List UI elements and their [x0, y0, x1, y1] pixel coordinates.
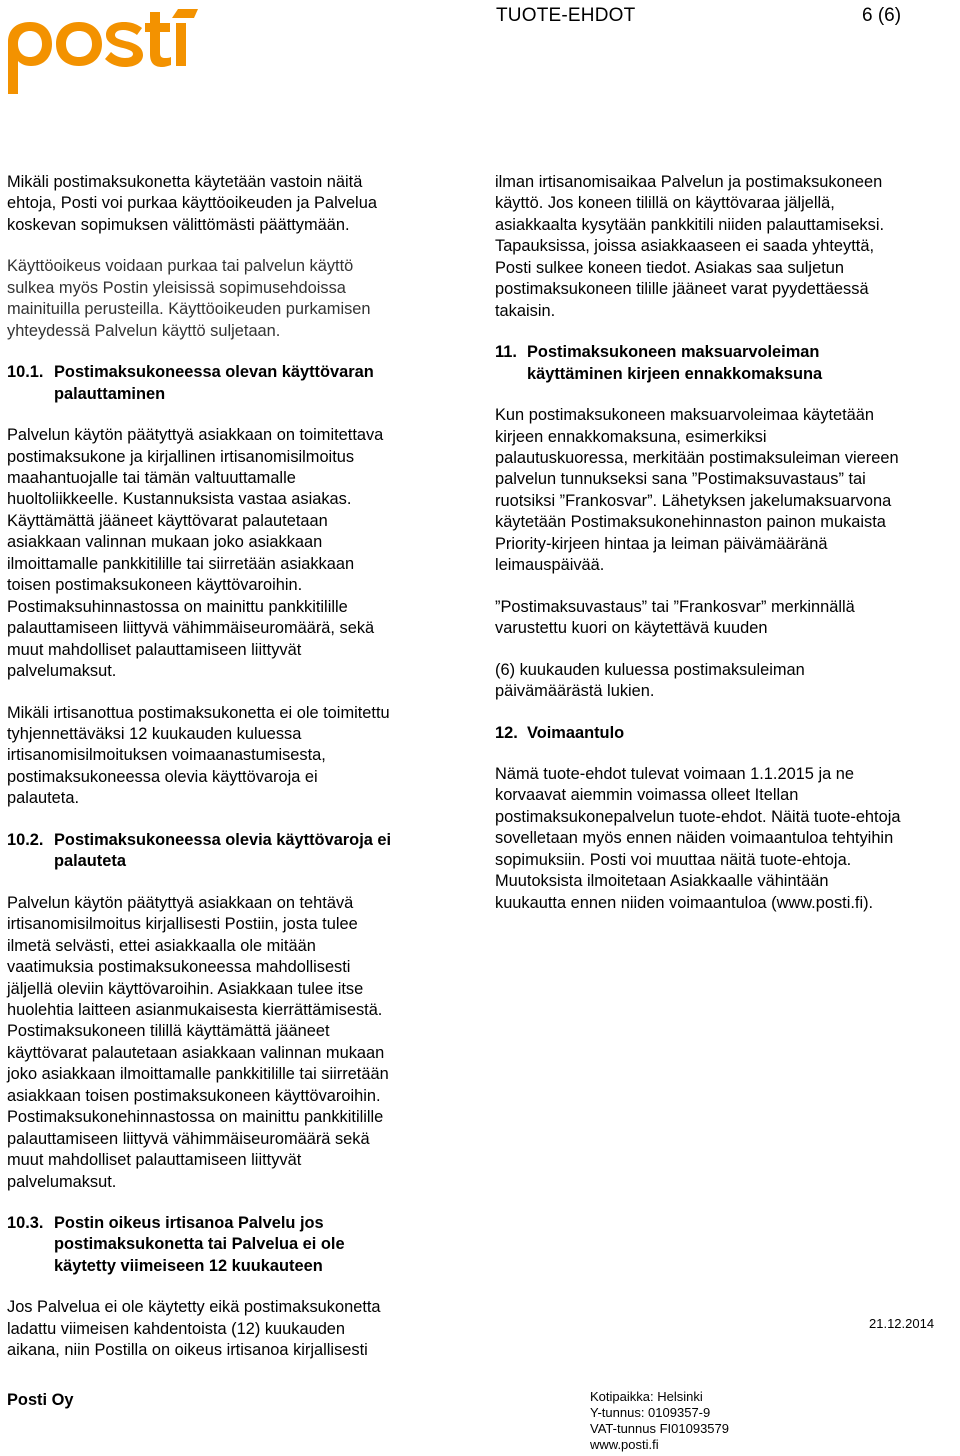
paragraph: Palvelun käytön päätyttyä asiakkaan on toimitettava postimaksukone ja kirjallinen irtisanomisilmoitus maahantuojalle tai tämän valtuuttamalle huoltoliikkeelle. Kustannuksista vastaa asiakas. Käyttämättä jääneet käyttövarat palautetaan asiakkaan valinnan mukaan joko asiakkaan ilmoittamalle pankkitilille tai siirretään asiakkaan toisen postimaksukoneen käyttövaroihin. Postimaksuhinnastossa on mainittu pankkitilille palauttamiseen liittyvä vähimmäiseuromäärä, sekä muut mahdolliset palauttamiseen liittyvät palvelumaksut. [7, 426, 384, 681]
document-title: TUOTE-EHDOT [496, 5, 636, 26]
section-title: Postin oikeus irtisanoa Palvelu jos postimaksukonetta tai Palvelua ei ole käytetty viimeiseen 12 kuukauteen [54, 1214, 345, 1275]
section-heading-12 [495, 723, 960, 744]
company-name: Posti Oy [7, 1391, 74, 1409]
left-column [7, 172, 457, 1382]
section-number: 10.1. [7, 363, 44, 382]
business-id: Y-tunnus: 0109357-9 [590, 1405, 711, 1420]
paragraph: Nämä tuote-ehdot tulevat voimaan 1.1.2015 ja ne korvaavat aiemmin voimassa olleet Itellan postimaksukonepalvelun tuote-ehdot. Näitä tuote-ehtoja sovelletaan myös ennen näiden voimaantuloa tehtyihin sopimuksiin. Posti voi muuttaa näitä tuote-ehtoja. Muutoksista ilmoitetaan Asiakkaalle vähintään kuukautta ennen niiden voimaantuloa (www.posti.fi). [495, 764, 901, 912]
section-title: Postimaksukoneen maksuarvoleiman käyttäminen kirjeen ennakkomaksuna [527, 343, 823, 383]
posti-logo [6, 6, 198, 98]
website-link[interactable]: www.posti.fi [590, 1437, 659, 1452]
domicile: Kotipaikka: Helsinki [590, 1389, 703, 1404]
paragraph: Mikäli postimaksukonetta käytetään vastoin näitä ehtoja, Posti voi purkaa käyttöoikeuden ja Palvelua koskevan sopimuksen välittömästi päättymään. [7, 173, 377, 234]
section-number: 10.2. [7, 830, 44, 849]
section-number: 11. [495, 343, 517, 362]
paragraph: Mikäli irtisanottua postimaksukonetta ei ole toimitettu tyhjennettäväksi 12 kuukauden kuluessa irtisanomisilmoituksen voimaanastumisesta, postimaksukoneessa olevia käyttövaroja ei palauteta. [7, 703, 390, 808]
posti-logo-graphic [6, 6, 198, 98]
paragraph: (6) kuukauden kuluessa postimaksuleiman päivämäärästä lukien. [495, 660, 805, 701]
paragraph: Palvelun käytön päätyttyä asiakkaan on tehtävä irtisanomisilmoitus kirjallisesti Postiin, josta tulee ilmetä selvästi, ettei asiakkaalla ole mitään vaatimuksia postimaksukoneessa mahdollisesti jäljellä oleviin käyttövaroihin. Asiakkaan tulee itse huolehtia laitteen asianmukaisesta kierrättämisestä. Postimaksukoneen tilillä käyttämättä jääneet käyttövarat palautetaan asiakkaan valinnan mukaan joko asiakkaan ilmoittamalle pankkitilille tai siirretään asiakkaan toisen postimaksukoneen käyttövaroihin. Postimaksukonehinnastossa on mainittu pankkitilille palauttamiseen liittyvä vähimmäiseuromäärä sekä muut mahdolliset palauttamiseen liittyvät palvelumaksut. [7, 893, 389, 1191]
section-title: Voimaantulo [527, 723, 625, 742]
section-heading-10-3 [7, 1213, 457, 1277]
paragraph: ”Postimaksuvastaus” tai ”Frankosvar” merkinnällä varustettu kuori on käytettävä kuuden [495, 597, 855, 638]
section-heading-10-1 [7, 362, 457, 405]
paragraph: Jos Palvelua ei ole käytetty eikä postimaksukonetta ladattu viimeisen kahdentoista (12) kuukauden aikana, niin Postilla on oikeus irtisanoa kirjallisesti [7, 1298, 381, 1360]
document-date: 21.12.2014 [869, 1316, 935, 1331]
section-heading-10-2 [7, 830, 457, 873]
paragraph: Kun postimaksukoneen maksuarvoleimaa käytetään kirjeen ennakkomaksuna, esimerkiksi palautuskuoressa, merkitään postimaksuleiman viereen palvelun tunnukseksi sana ”Postimaksuvastaus” tai ruotsiksi ”Frankosvar”. Lähetyksen jakelumaksuarvona käytetään Postimaksukonehinnaston painon mukaista Priority-kirjeen hintaa ja leiman päivämääränä leimauspäivää. [495, 406, 899, 575]
section-heading-11 [495, 342, 960, 385]
section-number: 12. [495, 723, 518, 742]
section-title: Postimaksukoneessa olevia käyttövaroja ei palauteta [54, 830, 392, 871]
right-column [495, 172, 960, 934]
section-title: Postimaksukoneessa olevan käyttövaran palauttaminen [54, 363, 374, 403]
vat-id: VAT-tunnus FI01093579 [590, 1421, 730, 1436]
paragraph: Käyttöoikeus voidaan purkaa tai palvelun käyttö sulkea myös Postin yleisissä sopimusehdoissa mainituilla perusteilla. Käyttöoikeuden purkamisen yhteydessä Palvelun käyttö suljetaan. [7, 257, 371, 340]
page-number: 6 (6) [862, 5, 902, 26]
paragraph: ilman irtisanomisaikaa Palvelun ja postimaksukoneen käyttö. Jos koneen tilillä on käyttövaraa jäljellä, asiakkaalta kysytään pankkitili niiden palauttamiseksi. Tapauksissa, joissa asiakkaaseen ei saada yhteyttä, Posti sulkee koneen tiedot. Asiakas saa suljetun postimaksukoneen tilille jääneet varat pyydettäessä takaisin. [495, 173, 885, 320]
company-info [590, 1389, 729, 1453]
section-number: 10.3. [7, 1214, 44, 1233]
